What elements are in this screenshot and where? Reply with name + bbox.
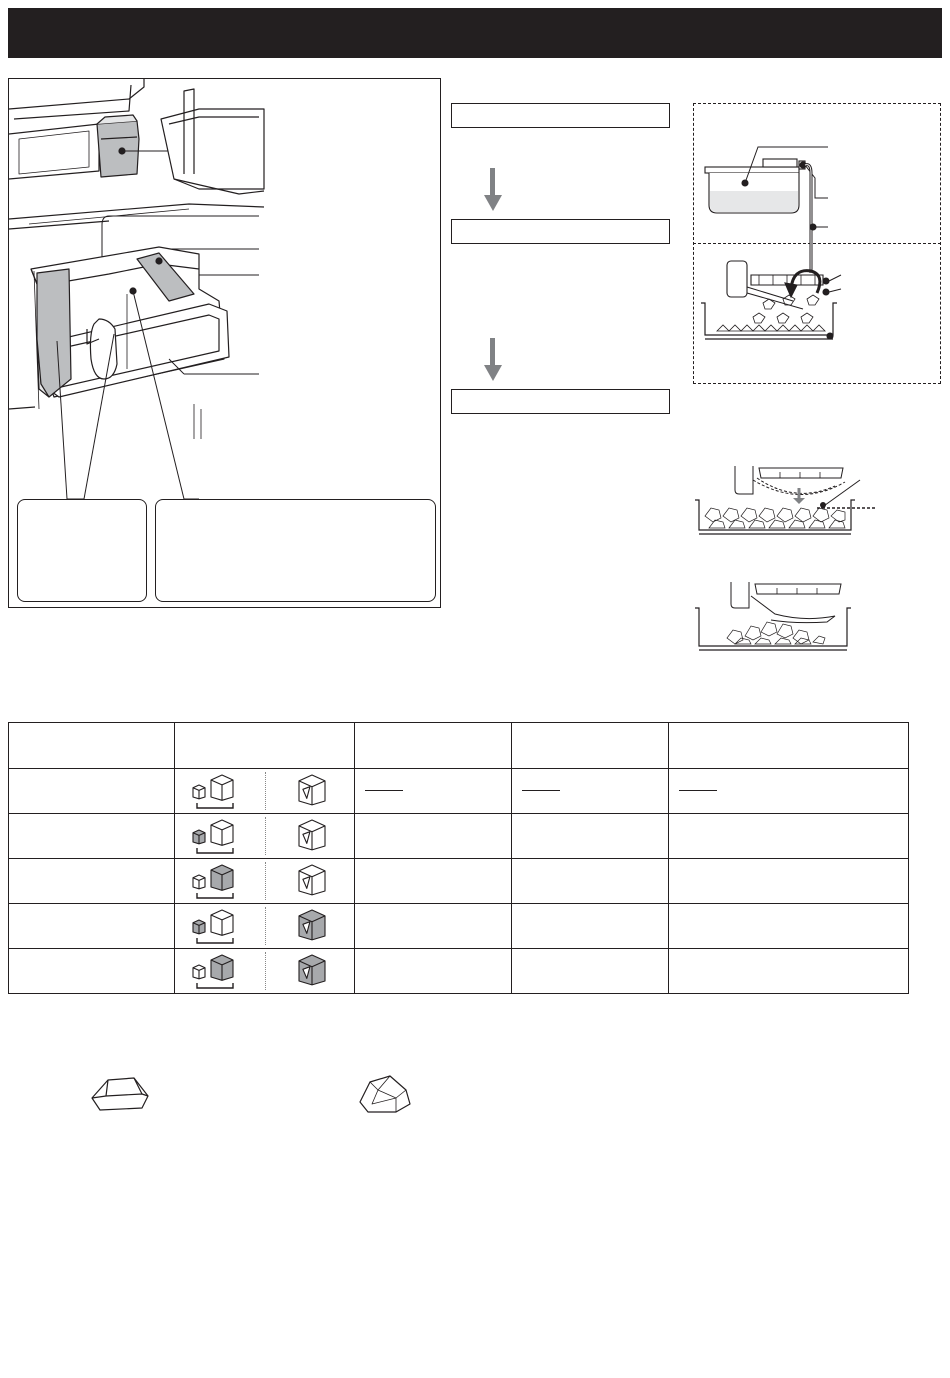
row-label-cell [9,814,175,859]
table-header-cell [512,723,669,769]
table-cell [355,814,512,859]
ice-compartment-figure [8,78,441,608]
dash-mark [522,790,560,791]
table-cell [669,769,909,814]
ice-cube-smooth-icon [90,1072,152,1114]
icon-divider [265,817,266,855]
water-supply-diagram [693,103,941,384]
ice-cube-pair-icon [189,861,249,901]
table-header-row [9,723,909,769]
process-step-3 [451,389,670,414]
ice-cube-pair-icon [189,816,249,856]
dash-mark [679,790,717,791]
ice-cube-icons-cell [175,949,355,994]
process-step-1 [451,103,670,128]
ice-cube-single-icon [293,861,333,901]
icon-divider [265,907,266,945]
table-row [9,859,909,904]
table-cell [355,859,512,904]
table-cell [512,769,669,814]
ice-condition-table [8,722,909,994]
table-cell [669,949,909,994]
row-label-cell [9,904,175,949]
table-row [9,949,909,994]
ice-cube-single-icon [293,951,333,991]
table-row [9,814,909,859]
table-cell [669,814,909,859]
table-header-cell [669,723,909,769]
ice-cube-icons-cell [175,859,355,904]
icon-divider [265,862,266,900]
ice-cube-icons-cell [175,769,355,814]
table-row [9,769,909,814]
table-header-cell [355,723,512,769]
ice-cube-single-icon [293,771,333,811]
table-cell [355,949,512,994]
dash-mark [365,790,403,791]
ice-cube-icons-cell [175,904,355,949]
table-header-cell [175,723,355,769]
table-cell [669,859,909,904]
ice-cube-pair-icon [189,951,249,991]
table-cell [355,769,512,814]
table-cell [512,814,669,859]
ice-cube-icons-cell [175,814,355,859]
table-row [9,904,909,949]
ice-cube-pair-icon [189,906,249,946]
ice-cube-single-icon [293,816,333,856]
table-cell [669,904,909,949]
table-header-cell [9,723,175,769]
icon-divider [265,772,266,810]
ice-cube-pair-icon [189,771,249,811]
row-label-cell [9,949,175,994]
down-arrow-icon [482,338,504,382]
down-arrow-icon [482,168,504,212]
ice-cube-single-icon [293,906,333,946]
table-cell [355,904,512,949]
table-cell [512,949,669,994]
ice-bin-low-diagram [695,580,855,656]
row-label-cell [9,859,175,904]
ice-cube-cracked-icon [356,1072,414,1116]
ice-bin-full-diagram [695,464,875,542]
note-box-right [155,499,436,602]
table-cell [512,859,669,904]
table-cell [512,904,669,949]
icon-divider [265,952,266,990]
row-label-cell [9,769,175,814]
note-box-left [17,499,147,602]
page-header-bar [8,8,942,58]
process-step-2 [451,219,670,244]
